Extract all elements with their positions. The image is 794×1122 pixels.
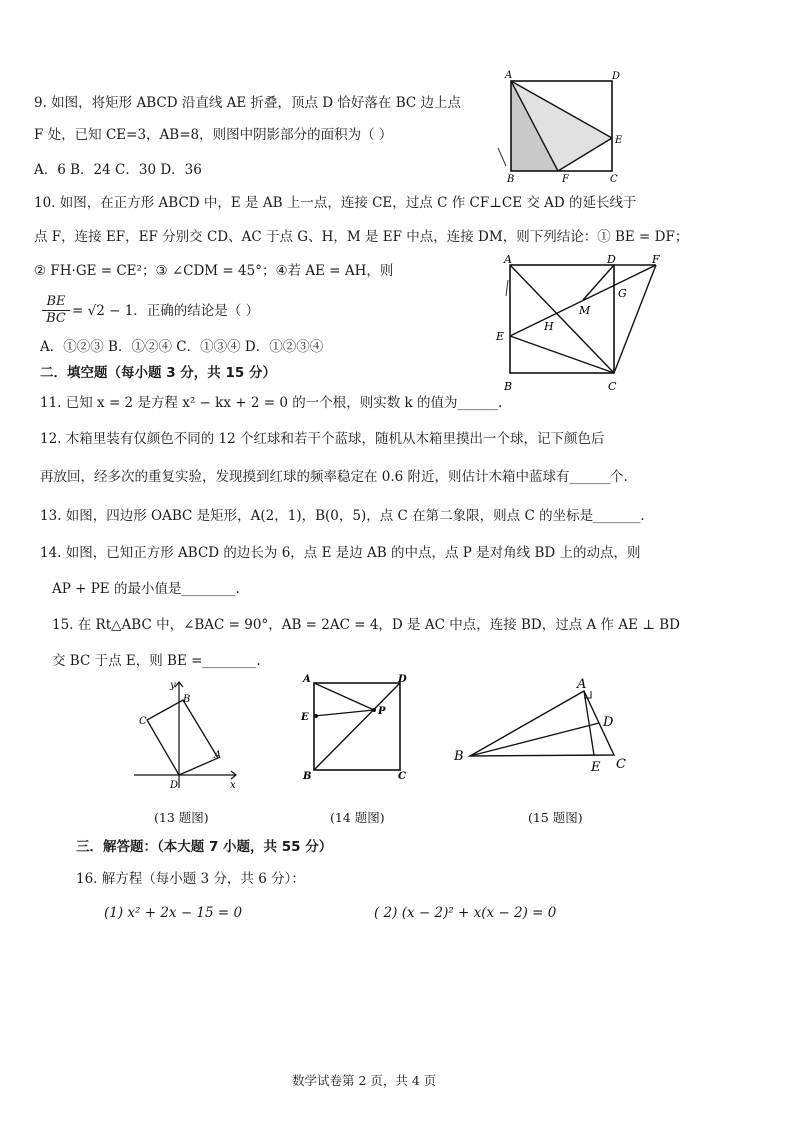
q10-label-E: E: [496, 330, 505, 343]
q10-label-M: M: [579, 304, 591, 317]
q10-line-DM: [583, 265, 614, 300]
q9-label-C: C: [610, 174, 618, 184]
q10-line-EC: [510, 336, 614, 373]
q13-label-B: B: [183, 694, 191, 705]
q10-label-A: A: [504, 253, 512, 266]
q15-label-A: A: [577, 677, 587, 692]
caption-15: (15 题图): [528, 810, 583, 825]
q10-label-B: B: [504, 380, 513, 393]
section2-heading: 二．填空题（每小题 3 分，共 15 分）: [40, 365, 276, 381]
q15-label-B: B: [454, 749, 464, 764]
caption-13: (13 题图): [154, 810, 209, 825]
q9-mark: [498, 148, 506, 166]
q10-label-D: D: [607, 253, 616, 266]
q10-frac-num: BE: [42, 294, 70, 311]
q11-text: 11. 已知 x = 2 是方程 x² − kx + 2 = 0 的一个根，则实数 k 的值为______.: [40, 395, 503, 411]
q10-label-H: H: [544, 320, 554, 333]
q10-line4: = √2 − 1．正确的结论是（ ）: [72, 303, 260, 319]
q14-label-P: P: [378, 706, 386, 717]
q14-point-P: [372, 708, 376, 712]
q9-line1: 9. 如图，将矩形 ABCD 沿直线 AE 折叠，顶点 D 恰好落在 BC 边上点: [34, 95, 462, 111]
q10-label-C: C: [608, 380, 617, 393]
q9-shade-2: [511, 81, 612, 171]
q15-line-BD: [470, 723, 599, 756]
q10-line1: 10. 如图，在正方形 ABCD 中，E 是 AB 上一点，连接 CE，过点 C 作 CF⊥CE 交 AD 的延长线于: [34, 195, 637, 211]
q9-line2: F 处，已知 CE=3，AB=8，则图中阴影部分的面积为（ ）: [34, 127, 393, 143]
q13-label-A: A: [214, 750, 222, 761]
q15-label-D: D: [603, 715, 614, 730]
q13-figure: [126, 676, 242, 798]
q14-point-E: [314, 714, 318, 718]
q15-line1: 15. 在 Rt△ABC 中，∠BAC = 90°，AB = 2AC = 4，D 是 AC 中点，连接 BD，过点 A 作 AE ⊥ BD: [52, 617, 680, 633]
q9-label-A: A: [505, 70, 513, 81]
q9-label-E: E: [615, 135, 623, 146]
q13-label-C: C: [139, 716, 147, 727]
q10-label-G: G: [618, 287, 627, 300]
q9-label-B: B: [507, 174, 515, 184]
q14-label-A: A: [303, 674, 311, 685]
q10-diagonal-AC: [510, 265, 614, 373]
q14-diagonal-BD: [314, 683, 400, 770]
q10-line3: ② FH·GE = CE²；③ ∠CDM = 45°；④若 AE = AH，则: [34, 263, 394, 279]
q10-fraction: [42, 294, 70, 327]
q10-frac-den: BC: [46, 311, 66, 326]
q13-label-y: y: [170, 680, 176, 691]
q14-line-AP: [314, 683, 374, 710]
q10-label-F: F: [652, 253, 660, 266]
q14-line1: 14. 如图，已知正方形 ABCD 的边长为 6，点 E 是边 AB 的中点，点 P 是对角线 BD 上的动点，则: [40, 545, 641, 561]
q14-figure: [298, 672, 416, 782]
q14-line2: AP + PE 的最小值是________.: [52, 581, 240, 597]
q13-rectangle: [147, 700, 218, 775]
q10-line2: 点 F，连接 EF，EF 分别交 CD、AC 于点 G、H，M 是 EF 中点，连接 DM，则下列结论：① BE = DF；: [34, 229, 689, 245]
q13-text: 13. 如图，四边形 OABC 是矩形，A(2，1)，B(0，5)，点 C 在第二象限，则点 C 的坐标是_______.: [40, 508, 645, 524]
q14-line-PE: [314, 710, 374, 716]
q14-label-C: C: [398, 771, 406, 782]
q15-figure: [452, 676, 640, 776]
q9-label-F: F: [562, 174, 569, 184]
q15-label-E: E: [591, 760, 601, 775]
q14-label-B: B: [303, 771, 312, 782]
q15-line2: 交 BC 于点 E，则 BE =________.: [52, 653, 261, 669]
q9-label-D: D: [612, 71, 621, 82]
q13-label-x: x: [230, 780, 236, 791]
q15-label-C: C: [616, 757, 626, 772]
q16-part2: ( 2) (x − 2)² + x(x − 2) = 0: [374, 905, 557, 921]
q16-part1: (1) x² + 2x − 15 = 0: [104, 905, 243, 921]
q12-line1: 12. 木箱里装有仅颜色不同的 12 个红球和若干个蓝球，随机从木箱里摸出一个球，记下颜色后: [40, 431, 605, 447]
q14-label-E: E: [301, 712, 309, 723]
q16-title: 16. 解方程（每小题 3 分，共 6 分）：: [76, 871, 305, 887]
q10-line-CF: [614, 265, 656, 373]
caption-14: (14 题图): [330, 810, 385, 825]
q14-label-D: D: [398, 674, 407, 685]
q10-figure: [494, 252, 674, 398]
section3-heading: 三．解答题：（本大题 7 小题，共 55 分）: [76, 839, 333, 855]
q10-line-EF: [510, 265, 656, 336]
page-footer: 数学试卷第 2 页，共 4 页: [292, 1073, 437, 1088]
q10-mark: [506, 280, 508, 296]
q13-label-D: D: [170, 780, 179, 791]
q10-options: A．①②③ B．①②④ C．①③④ D．①②③④: [40, 339, 324, 355]
q12-line2: 再放回，经多次的重复实验，发现摸到红球的频率稳定在 0.6 附近，则估计木箱中蓝球有______个.: [40, 469, 628, 485]
q9-figure: [496, 68, 632, 184]
q9-options: A．6 B．24 C．30 D．36: [34, 162, 202, 178]
